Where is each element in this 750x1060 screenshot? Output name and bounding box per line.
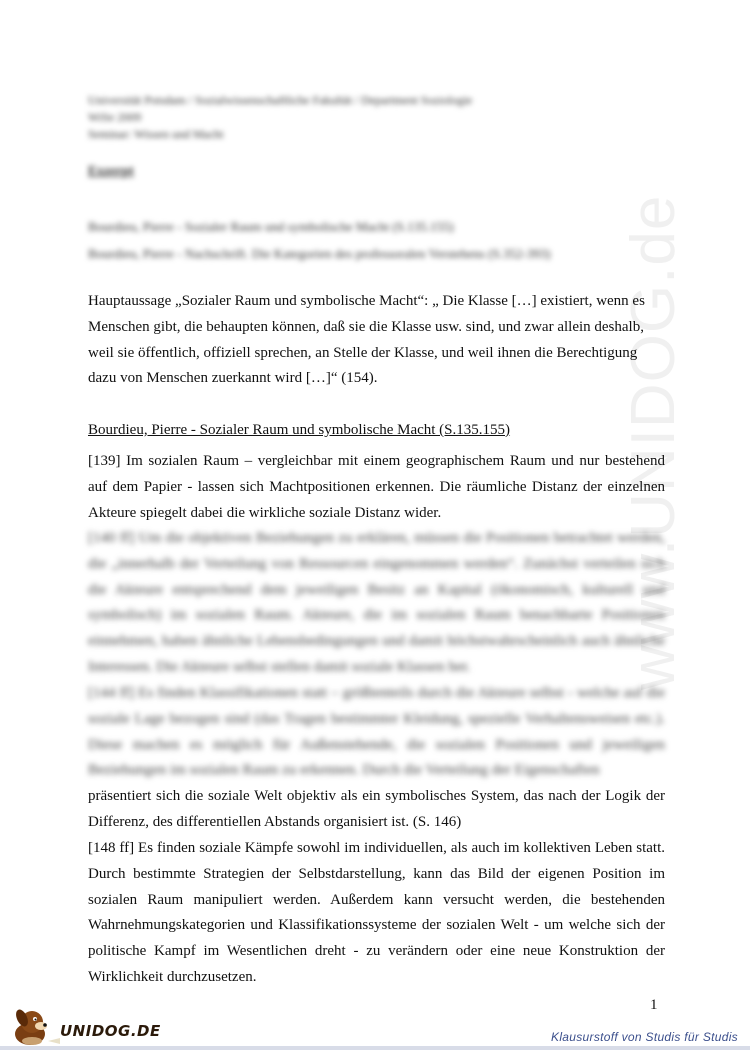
logo-text: UNIDOG.DE: [60, 1022, 161, 1040]
main-statement: Hauptaussage „Sozialer Raum und symbolische Macht“: „ Die Klasse […] existiert, wenn es Menschen gibt, die behaupten können, daß sie die Klasse usw. sind, und zwar allein deshalb, weil sie öffentlich, offiziell sprechen, an Stelle der Klasse, und weil ihnen die Berechtigung dazu von Menschen zuerkannt wird […]“ (154).: [88, 293, 645, 387]
paragraph-139: [139] Im sozialen Raum – vergleichbar mit einem geographischem Raum und nur bestehend auf dem Papier - lassen sich Machtpositionen erkennen. Die räumliche Distanz der einzelnen Akteure spiegelt dabei die wirkliche soziale Distanz wider.: [88, 453, 665, 521]
paragraph-144-blurred: [144 ff] Es finden Klassifikationen statt – größtenteils durch die Akteure selbst - welche auf die soziale Lage bezogen sind (das Tragen bestimmter Kleidung, spezielle Verhaltensweisen etc.). Diese machen es möglich für Außenstehende, die sozialen Positionen und jeweiligen Beziehungen im sozialen Raum zu erkennen. Durch die Verteilung der Eigenschaften: [88, 685, 665, 779]
header-seminar-line: Seminar: Wissen und Macht: [88, 127, 224, 141]
source-item: Bourdieu, Pierre - Sozialer Raum und symbolische Macht (S.135.155): [88, 219, 454, 234]
paragraph-148: [148 ff] Es finden soziale Kämpfe sowohl im individuellen, als auch im kollektiven Leben statt. Durch bestimmte Strategien der Selbstdarstellung, kann das Bild der eigenen Position im sozialen Raum manipuliert werden. Außerdem kann versucht werden, die bestehenden Wahrnehmungskategorien und Klassifikationssysteme der sozialen Welt - um welche sich der politische Kampf im Wesentlichen dreht - zu verändern oder eine neue Konstruktion der Wirklichkeit durchzusetzen.: [88, 840, 665, 985]
document-header: [88, 92, 648, 143]
page-number: 1: [650, 997, 658, 1013]
header-semester-line: WiSe 2009: [88, 110, 142, 124]
excerpt-title: Exzerpt: [88, 163, 134, 178]
section-heading: Bourdieu, Pierre - Sozialer Raum und symbolische Macht (S.135.155): [88, 422, 511, 438]
paragraph-144-tail: präsentiert sich die soziale Welt objektiv als ein symbolisches System, das nach der Logik der Differenz, des differentiellen Abstands organisiert ist. (S. 146): [88, 788, 665, 830]
source-item: Bourdieu, Pierre - Nachschrift. Die Kategorien des professoralen Verstehens (S.352-393): [88, 246, 551, 261]
paragraph-140-blurred: [140 ff] Um die objektiven Beziehungen zu erklären, müssen die Positionen betrachtet werden, die „innerhalb der Verteilung von Ressourcen eingenommen werden“. Zunächst verteilen sich die Akteure entsprechend dem jeweiligen Besitz an Kapital (ökonomisch, kulturell und symbolisch) im sozialen Raum. Akteure, die im sozialen Raum benachbarte Positionen einnehmen, haben ähnliche Lebensbedingungen und damit höchstwahrscheinlich auch ähnliche Interessen. Die Akteure selbst stellen damit soziale Klassen her.: [88, 530, 665, 675]
watermark-text: www.UNIDOG.de: [619, 194, 688, 690]
unidog-logo[interactable]: [10, 1008, 160, 1048]
source-list: [88, 213, 668, 267]
dog-mascot-icon: [10, 1008, 62, 1048]
header-university-line: Universität Potsdam / Sozialwissenschaftliche Fakultät / Department Soziologie: [88, 93, 473, 107]
footer-slogan: Klausurstoff von Studis für Studis: [551, 1030, 738, 1044]
footer-bar: [0, 1046, 750, 1050]
